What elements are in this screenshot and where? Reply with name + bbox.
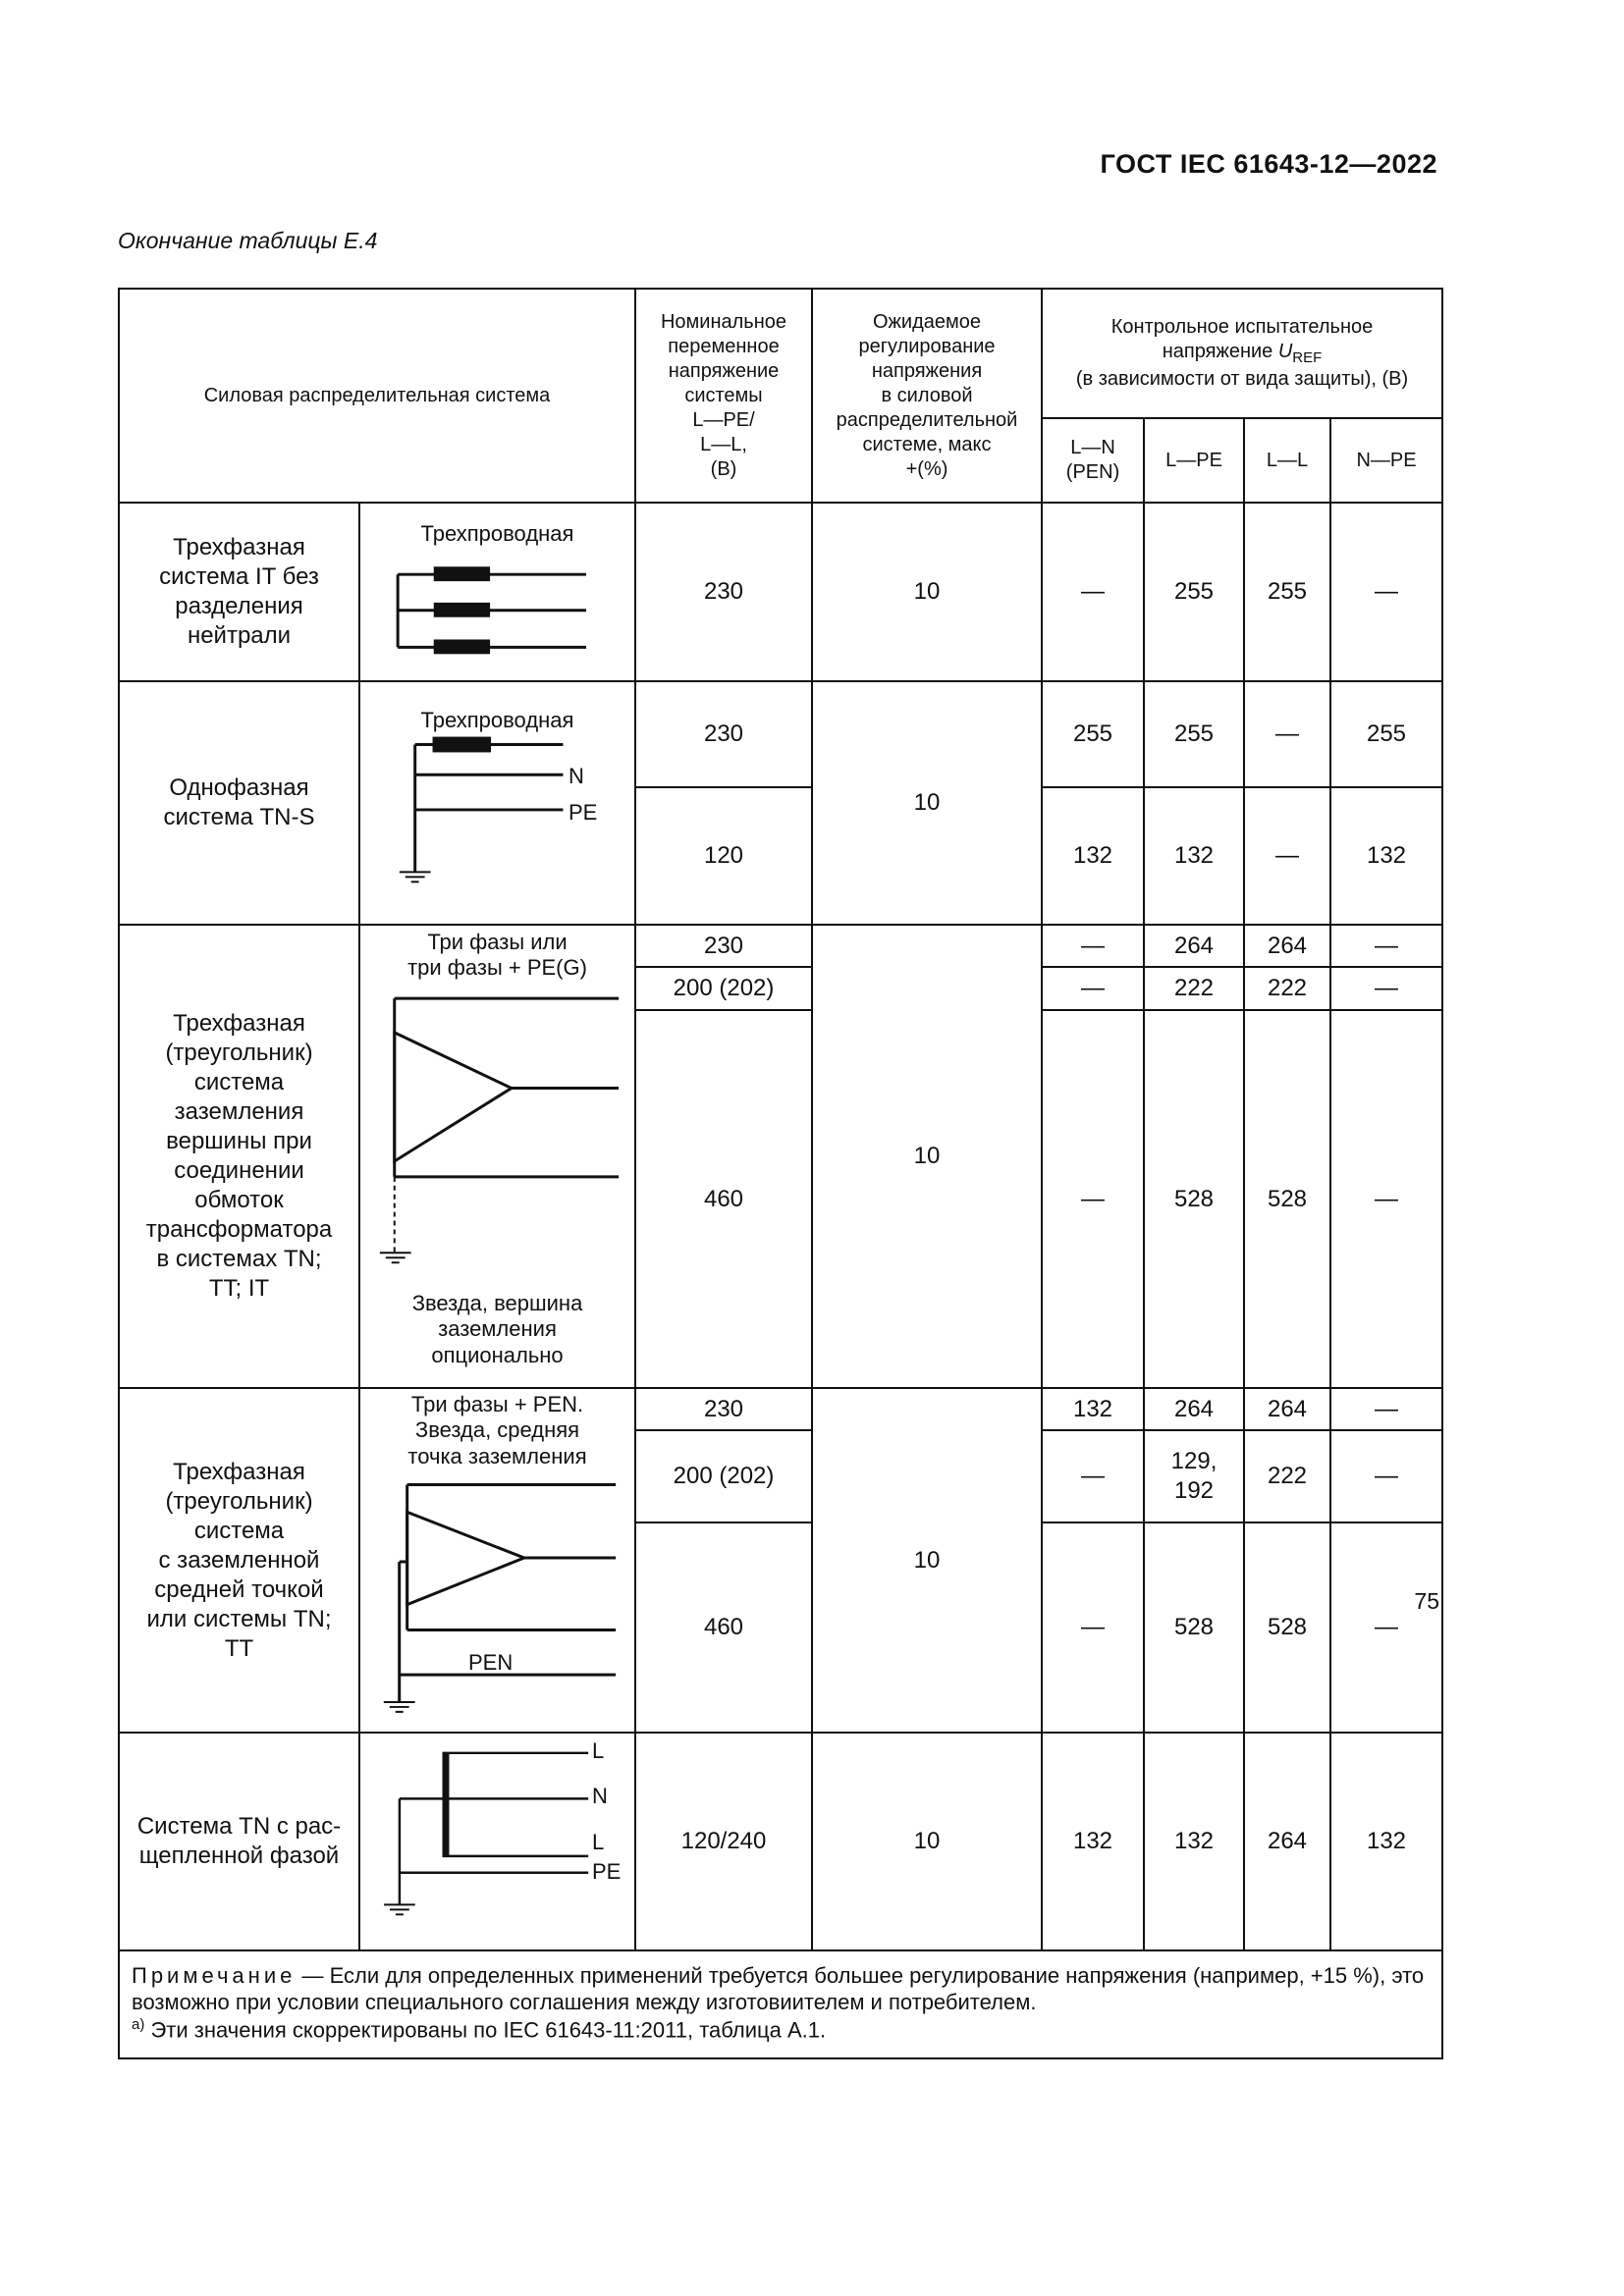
table-row <box>119 1733 1442 1950</box>
header-ln: L—N (PEN) <box>1042 418 1144 503</box>
lpe-cell: 255 <box>1144 681 1244 787</box>
single-phase-tn-s-diagram-icon <box>360 682 634 924</box>
note-row <box>119 1950 1442 2058</box>
ln-cell: — <box>1042 503 1144 681</box>
table-row <box>119 681 1442 787</box>
footnote-text: Эти значения скорректированы по IEC 61643-11:2011, таблица А.1. <box>150 2016 827 2042</box>
diagram-delta-corner: Три фазы или три фазы + PE(G) Звезда, вершина заземления опционально <box>359 925 635 1388</box>
header-ll: L—L <box>1244 418 1330 503</box>
regulation-cell: 10 <box>812 681 1042 925</box>
ll-cell: 528 <box>1244 1010 1330 1388</box>
npe-cell: 255 <box>1330 681 1442 787</box>
header-npe: N—PE <box>1330 418 1442 503</box>
three-phase-it-diagram-icon <box>360 504 634 680</box>
nominal-cell: 460 <box>635 1522 812 1733</box>
ll-cell: 528 <box>1244 1522 1330 1733</box>
ln-cell: — <box>1042 925 1144 967</box>
npe-cell: — <box>1330 503 1442 681</box>
diagram-delta-midpoint: Три фазы + PEN. Звезда, средняя точка заземления PEN <box>359 1388 635 1733</box>
npe-cell: — <box>1330 1522 1442 1733</box>
npe-cell: — <box>1330 1388 1442 1430</box>
lpe-cell: 264 <box>1144 1388 1244 1430</box>
ll-cell: 222 <box>1244 1430 1330 1522</box>
ll-cell: 255 <box>1244 503 1330 681</box>
note-heading: Примечание <box>132 1962 297 1988</box>
voltage-table <box>118 288 1443 2059</box>
header-lpe: L—PE <box>1144 418 1244 503</box>
npe-cell: — <box>1330 925 1442 967</box>
note-text: — Если для определенных применений требуется большее регулирование напряжения (например, +15 %), это возможно при условии специального соглашения между изготовиителем и потребителем. <box>132 1962 1425 2015</box>
ln-cell: — <box>1042 1522 1144 1733</box>
split-phase-diagram-icon <box>360 1734 634 1949</box>
system-name: Однофазная система TN-S <box>119 681 359 925</box>
ll-cell: 264 <box>1244 925 1330 967</box>
lpe-cell: 528 <box>1144 1010 1244 1388</box>
npe-cell: 132 <box>1330 787 1442 925</box>
nominal-cell: 230 <box>635 503 812 681</box>
nominal-cell: 230 <box>635 925 812 967</box>
ln-cell: — <box>1042 1430 1144 1522</box>
header-control-voltage: Контрольное испытательное напряжение $U_{REF}$ (в зависимости от вида защиты), (В) <box>1042 289 1442 418</box>
delta-corner-ground-diagram-icon <box>360 926 634 1387</box>
nominal-cell: 460 <box>635 1010 812 1388</box>
npe-cell: — <box>1330 1430 1442 1522</box>
nominal-cell: 230 <box>635 681 812 787</box>
diagram-tn-split-phase: L N L PE <box>359 1733 635 1950</box>
lpe-cell: 255 <box>1144 503 1244 681</box>
system-name: Система TN с рас- щепленной фазой <box>119 1733 359 1950</box>
ll-cell: — <box>1244 787 1330 925</box>
delta-midpoint-ground-diagram-icon <box>360 1389 634 1732</box>
nominal-cell: 200 (202) <box>635 1430 812 1522</box>
lpe-cell: 132 <box>1144 787 1244 925</box>
ln-cell: 132 <box>1042 787 1144 925</box>
header-regulation: Ожидаемое регулирование напряжения в силовой распределительной системе, макс +(%) <box>812 289 1042 503</box>
lpe-cell: 132 <box>1144 1733 1244 1950</box>
npe-cell: 132 <box>1330 1733 1442 1950</box>
regulation-cell: 10 <box>812 503 1042 681</box>
regulation-cell: 10 <box>812 1388 1042 1733</box>
table-caption: Окончание таблицы Е.4 <box>118 228 378 253</box>
npe-cell: — <box>1330 967 1442 1010</box>
ln-cell: 132 <box>1042 1733 1144 1950</box>
regulation-cell: 10 <box>812 1733 1042 1950</box>
ln-cell: 132 <box>1042 1388 1144 1430</box>
lpe-cell: 222 <box>1144 967 1244 1010</box>
ln-cell: — <box>1042 1010 1144 1388</box>
table-row <box>119 1388 1442 1430</box>
table-row <box>119 503 1442 681</box>
ll-cell: 264 <box>1244 1733 1330 1950</box>
nominal-cell: 120/240 <box>635 1733 812 1950</box>
footnote-mark: а) <box>132 2015 145 2033</box>
diagram-it-three-wire: Трехпроводная <box>359 503 635 681</box>
page-number: 75 <box>1414 1588 1439 1614</box>
ln-cell: 255 <box>1042 681 1144 787</box>
diagram-tn-s: Трехпроводная N PE <box>359 681 635 925</box>
document-title: ГОСТ IEC 61643-12—2022 <box>1100 149 1437 179</box>
ll-cell: 264 <box>1244 1388 1330 1430</box>
system-name: Трехфазная (треугольник) система заземления вершины при соединении обмоток трансформатора в системах TN; TT; IT <box>119 925 359 1388</box>
ll-cell: 222 <box>1244 967 1330 1010</box>
lpe-cell: 129, 192 <box>1144 1430 1244 1522</box>
header-system: Силовая распределительная система <box>119 289 635 503</box>
ll-cell: — <box>1244 681 1330 787</box>
ln-cell: — <box>1042 967 1144 1010</box>
system-name: Трехфазная система IT без разделения нейтрали <box>119 503 359 681</box>
lpe-cell: 528 <box>1144 1522 1244 1733</box>
npe-cell: — <box>1330 1010 1442 1388</box>
system-name: Трехфазная (треугольник) система с заземленной средней точкой или системы TN; TT <box>119 1388 359 1733</box>
regulation-cell: 10 <box>812 925 1042 1388</box>
table-note <box>119 1950 1442 2058</box>
header-nominal: Номинальное переменное напряжение системы L—PE/ L—L, (В) <box>635 289 812 503</box>
nominal-cell: 230 <box>635 1388 812 1430</box>
header-row <box>119 289 1442 418</box>
nominal-cell: 120 <box>635 787 812 925</box>
nominal-cell: 200 (202) <box>635 967 812 1010</box>
lpe-cell: 264 <box>1144 925 1244 967</box>
table-row <box>119 925 1442 967</box>
